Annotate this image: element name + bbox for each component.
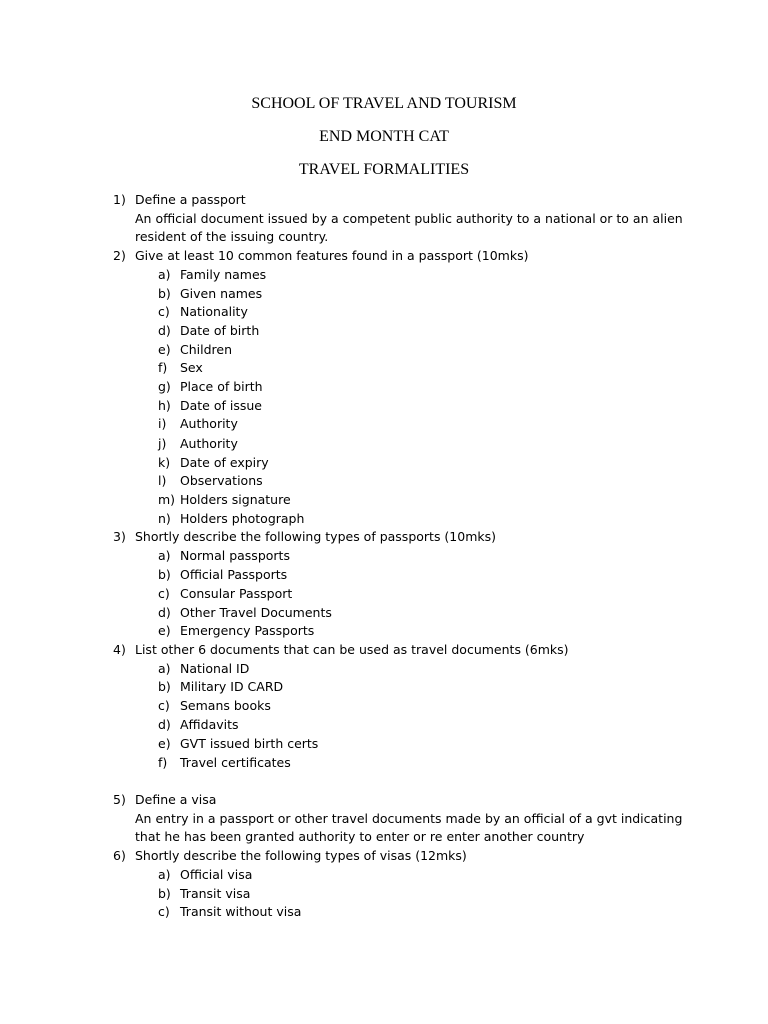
item-letter: b) [158, 286, 171, 301]
item-letter: h) [158, 398, 171, 413]
item-text: Other Travel Documents [180, 605, 332, 620]
question-text: Shortly describe the following types of passports (10mks) [135, 529, 497, 544]
question-number: 4) [113, 642, 126, 657]
item-text: Sex [180, 360, 203, 375]
answer-text: An entry in a passport or other travel documents made by an official of a gvt indicating that he has been granted authority to enter or re enter another country [135, 810, 683, 845]
question-text: List other 6 documents that can be used as travel documents (6mks) [135, 642, 569, 657]
item-text: Family names [180, 267, 267, 282]
item-text: Nationality [180, 304, 248, 319]
item-letter: a) [158, 867, 171, 882]
item-text: Normal passports [180, 548, 290, 563]
item-text: Date of issue [180, 398, 262, 413]
item-text: Travel certificates [180, 755, 291, 770]
item-letter: m) [158, 492, 176, 507]
answer-text: An official document issued by a competent public authority to a national or to an alien resident of the issuing country. [135, 210, 683, 245]
question-number: 6) [113, 848, 126, 863]
question-number: 2) [113, 248, 126, 263]
item-letter: a) [158, 661, 171, 676]
item-letter: c) [158, 698, 170, 713]
item-letter: b) [158, 679, 171, 694]
item-letter: d) [158, 605, 171, 620]
item-letter: n) [158, 511, 171, 526]
item-letter: d) [158, 717, 171, 732]
item-text: Date of birth [180, 323, 260, 338]
school-title: SCHOOL OF TRAVEL AND TOURISM [251, 95, 517, 112]
item-text: Consular Passport [180, 586, 293, 601]
item-letter: d) [158, 323, 171, 338]
item-text: Official visa [180, 867, 253, 882]
question-number: 1) [113, 192, 126, 207]
question-text: Shortly describe the following types of visas (12mks) [135, 848, 467, 863]
item-letter: i) [158, 416, 167, 431]
item-text: Emergency Passports [180, 623, 315, 638]
question-text: Define a passport [135, 192, 246, 207]
item-text: Affidavits [180, 717, 239, 732]
item-letter: c) [158, 904, 170, 919]
item-text: Authority [180, 436, 238, 451]
item-letter: a) [158, 548, 171, 563]
item-letter: f) [158, 755, 168, 770]
item-text: Authority [180, 416, 238, 431]
item-text: Transit visa [180, 886, 251, 901]
item-letter: j) [158, 436, 167, 451]
item-letter: b) [158, 886, 171, 901]
item-letter: e) [158, 736, 171, 751]
exam-title: END MONTH CAT [319, 128, 449, 145]
item-letter: e) [158, 623, 171, 638]
item-letter: k) [158, 455, 171, 470]
question-number: 5) [113, 792, 126, 807]
question-text: Define a visa [135, 792, 217, 807]
item-text: Official Passports [180, 567, 288, 582]
item-text: Given names [180, 286, 263, 301]
item-text: Transit without visa [180, 904, 302, 919]
item-text: National ID [180, 661, 250, 676]
item-text: Observations [180, 473, 263, 488]
item-text: Military ID CARD [180, 679, 284, 694]
question-text: Give at least 10 common features found in a passport (10mks) [135, 248, 529, 263]
item-letter: b) [158, 567, 171, 582]
item-text: Holders photograph [180, 511, 305, 526]
item-letter: e) [158, 342, 171, 357]
question-number: 3) [113, 529, 126, 544]
item-letter: l) [158, 473, 167, 488]
item-text: Date of expiry [180, 455, 269, 470]
item-letter: c) [158, 304, 170, 319]
item-text: Place of birth [180, 379, 263, 394]
item-letter: a) [158, 267, 171, 282]
subject-title: TRAVEL FORMALITIES [298, 161, 470, 178]
item-text: Children [180, 342, 233, 357]
item-text: GVT issued birth certs [180, 736, 319, 751]
item-letter: f) [158, 360, 168, 375]
item-text: Semans books [180, 698, 271, 713]
item-text: Holders signature [180, 492, 291, 507]
item-letter: c) [158, 586, 170, 601]
item-letter: g) [158, 379, 171, 394]
